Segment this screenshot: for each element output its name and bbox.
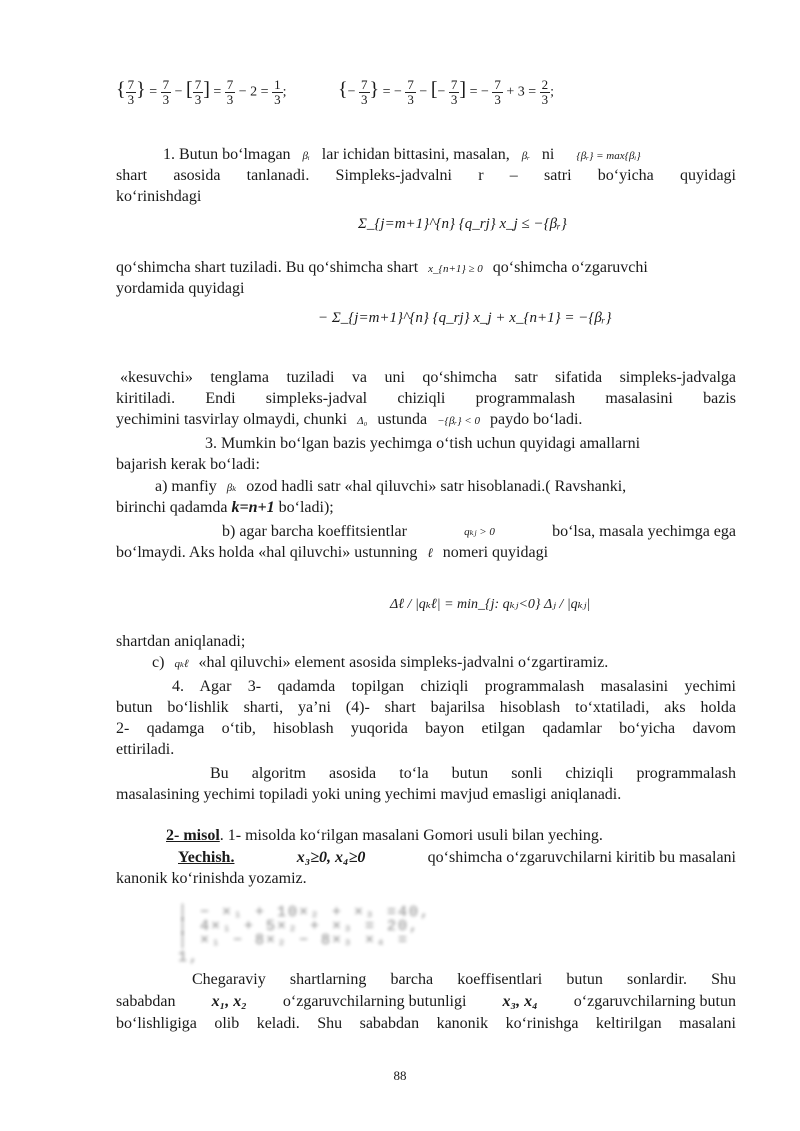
formula-constraint-sum: Σ_{j=m+1}^{n} {q_rj} x_j ≤ −{βᵣ} [358, 216, 567, 232]
paragraph-algorithm-line2: masalasining yechimi topiladi yoki uning yechimi mavjud emasligi aniqlanadi. [116, 786, 622, 803]
formula-beta-r: βᵣ [521, 150, 530, 162]
paragraph-cut-line2: kiritiladi. Endi simpleks-jadval chiziqli programmalash masalasini bazis [116, 390, 736, 407]
paragraph-step1-line3: ko‘rinishdagi [116, 188, 202, 205]
paragraph-step3-line1: 3. Mumkin bo‘lgan bazis yechimga o‘tish uchun quyidagi amallarni [205, 435, 641, 452]
formula-delta0: Δ₀ [357, 415, 368, 427]
paragraph-step2-line2: yordamida quyidagi [116, 280, 245, 297]
formula-l: ℓ [427, 545, 433, 560]
page-number: 88 [393, 1068, 407, 1083]
formula-fraction-part-positive: { $\frac{7}{3}$ } = $\frac{7}{3}$ − [ $\frac{7}{3}$ ] = $\frac{7}{3}$ − 2 = $\frac{1}{3}$ ; [116, 77, 287, 107]
example-label: 2- misol [166, 827, 220, 844]
item-b-line1: b) agar barcha koeffitsientlar qₖⱼ > 0 bo‘lsa, masala yechimga ega [222, 523, 736, 540]
formula-min-ratio: Δℓ / |qₖℓ| = min_{j: qₖⱼ<0} Δⱼ / |qₖⱼ| [390, 597, 591, 612]
paragraph-step1-line2: shart asosida tanlanadi. Simpleks-jadvalni r – satri bo‘yicha quyidagi [116, 167, 736, 184]
formula-fraction-part-negative: {− $\frac{7}{3}$ } = − $\frac{7}{3}$ − [− $\frac{7}{3}$ ] = − $\frac{7}{3}$ + 3 = $\frac{2}{3}$ ; [338, 77, 555, 107]
item-a-line1: a) manfiy βₖ ozod hadli satr «hal qiluvchi» satr hisoblanadi.( Ravshanki, [155, 478, 627, 495]
paragraph-conclusion-line2: sababdan x₁, x₂ o‘zgaruvchilarning butunligi x₃, x₄ o‘zgaruvchilarning butun [116, 993, 736, 1010]
item-b-line2: bo‘lmaydi. Aks holda «hal qiluvchi» ustunning ℓ nomeri quyidagi [116, 544, 549, 561]
paragraph-step4-line4: ettiriladi. [116, 741, 175, 758]
formula-beta-k: βₖ [226, 482, 237, 494]
formula-x-nonneg: x_{n+1} ≥ 0 [428, 263, 483, 275]
solution-label: Yechish. [178, 849, 235, 866]
paragraph-step4-line1: 4. Agar 3- qadamda topilgan chiziqli programmalash masalasini yechimi [172, 678, 736, 695]
paragraph-cut-line3: yechimini tasvirlay olmaydi, chunki Δ₀ ustunda −{βᵣ} < 0 paydo bo‘ladi. [116, 411, 583, 428]
formula-beta-i: βᵢ [302, 150, 310, 162]
solution-line1: Yechish. x₃≥0, x₄≥0 qo‘shimcha o‘zgaruvchilarni kiritib bu masalani [178, 849, 736, 866]
item-a-line2: birinchi qadamda k=n+1 bo‘ladi); [116, 499, 334, 516]
formula-q-positive: qₖⱼ > 0 [464, 526, 495, 538]
formula-cut-equation: − Σ_{j=m+1}^{n} {q_rj} x_j + x_{n+1} = −{βᵣ} [318, 310, 612, 326]
item-c-line1: c) qₖℓ «hal qiluvchi» element asosida simpleks-jadvalni o‘zgartiramiz. [152, 654, 609, 671]
paragraph-conclusion-line1: Chegaraviy shartlarning barcha koeffisentlari butun sonlardir. Shu [192, 971, 736, 988]
blurred-equation-system: │ − ×₁ + 10×₂ + ×₃ =40, │ 4×₁ + 5×₂ + ×₃ = 20, │ ×₁ − 8×₂ − 8×₃ ×₄ = 1, [178, 904, 432, 966]
paragraph-step1-line1: 1. Butun bo‘lmagan βᵢ lar ichidan bittasini, masalan, βᵣ ni {βᵣ} = max{βᵢ} [163, 146, 641, 163]
paragraph-algorithm-line1: Bu algoritm asosida to‘la butun sonli chiziqli programmalash [210, 765, 736, 782]
formula-beta-max: {βᵣ} = max{βᵢ} [576, 150, 641, 162]
paragraph-step2-line1: qo‘shimcha shart tuziladi. Bu qo‘shimcha shart x_{n+1} ≥ 0 qo‘shimcha o‘zgaruvchi [116, 259, 648, 276]
paragraph-conclusion-line3: bo‘lishligiga olib keladi. Shu sababdan kanonik ko‘rinishga keltirilgan masalani [116, 1015, 736, 1032]
paragraph-step4-line2: butun bo‘lishlik sharti, ya’ni (4)- shart bajarilsa hisoblash to‘xtatiladi, aks holda [116, 699, 736, 716]
example-title: 2- misol. 1- misolda ko‘rilgan masalani Gomori usuli bilan yeching. [166, 827, 603, 844]
formula-q-kl: qₖℓ [174, 658, 189, 670]
item-b-line3: shartdan aniqlanadi; [116, 633, 246, 650]
paragraph-step3-line2: bajarish kerak bo‘ladi: [116, 456, 260, 473]
paragraph-step4-line3: 2- qadamga o‘tib, hisoblash yuqorida bayon etilgan qadamlar bo‘yicha davom [116, 720, 736, 737]
solution-line2: kanonik ko‘rinishda yozamiz. [116, 870, 307, 887]
paragraph-cut-line1: «kesuvchi» tenglama tuziladi va uni qo‘shimcha satr sifatida simpleks-jadvalga [120, 369, 736, 386]
formula-neg-beta: −{βᵣ} < 0 [437, 415, 480, 427]
